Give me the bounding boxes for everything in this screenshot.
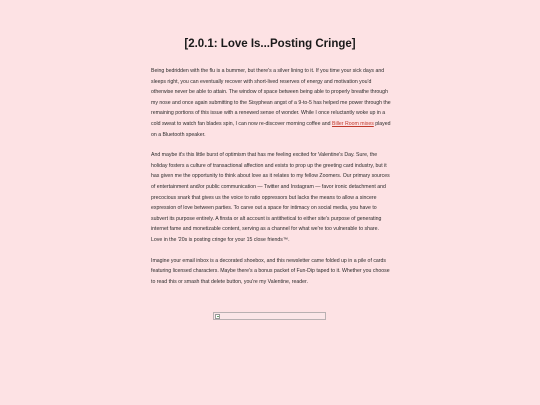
paragraph-1-text: Being bedridden with the flu is a bummer, but there's a silver lining to it. If you time your sick days and sleeps right, you can eventually recover with short-lived reserves of energy and motivation you'd otherwise never be able to attain. The window of space between being able to properly breathe through my nose and once again submitting to the Sisyphean angst of a 9-to-5 has helped me power through the remaining portions of this issue with a renewed sense of wonder. While I once reluctantly woke up in a cold sweat to watch fan blades spin, I can now re-discover morning coffee and xyxy=(151,68,391,127)
paragraph-2: And maybe it's this little burst of optimism that has me feeling excited for Valentine's Day. Sure, the holiday fosters a culture of transactional affection and exists to prop up the greeting card industry, but it has given me the opportunity to think about love as it relates to my fellow Zoomers. Our primary sources of entertainment and/or public communication — Twitter and Instagram — favor ironic detachment and precocious snark that gives us the voice to ratio oppressors but lacks the means to allow a sincere expression of love between parties. To carve out a space for intimacy on social media, you have to subvert its purpose entirely. A finsta or alt account is antithetical to either site's purpose of generating internet fame and monetizable content, serving as a channel for what we're too vulnerable to share. Love in the '20s is posting cringe for your 15 close friends™. xyxy=(151,152,390,243)
embedded-image xyxy=(213,312,326,320)
biller-room-link[interactable]: Biller Room mixes xyxy=(332,120,374,127)
post-title: [2.0.1: Love Is...Posting Cringe] xyxy=(184,38,356,50)
broken-image-icon xyxy=(215,314,220,319)
paragraph-1-text-end: played on a Bluetooth speaker. xyxy=(151,120,391,138)
post-body xyxy=(151,66,391,297)
paragraph-1 xyxy=(151,66,391,140)
paragraph-3: Imagine your email inbox is a decorated shoebox, and this newsletter came folded up in a pile of cards featuring licensed characters. Maybe there's a bonus packet of Fun-Dip taped to it. Whether you choose to read this or smash that delete button, you're my Valentine, reader. xyxy=(151,257,390,285)
